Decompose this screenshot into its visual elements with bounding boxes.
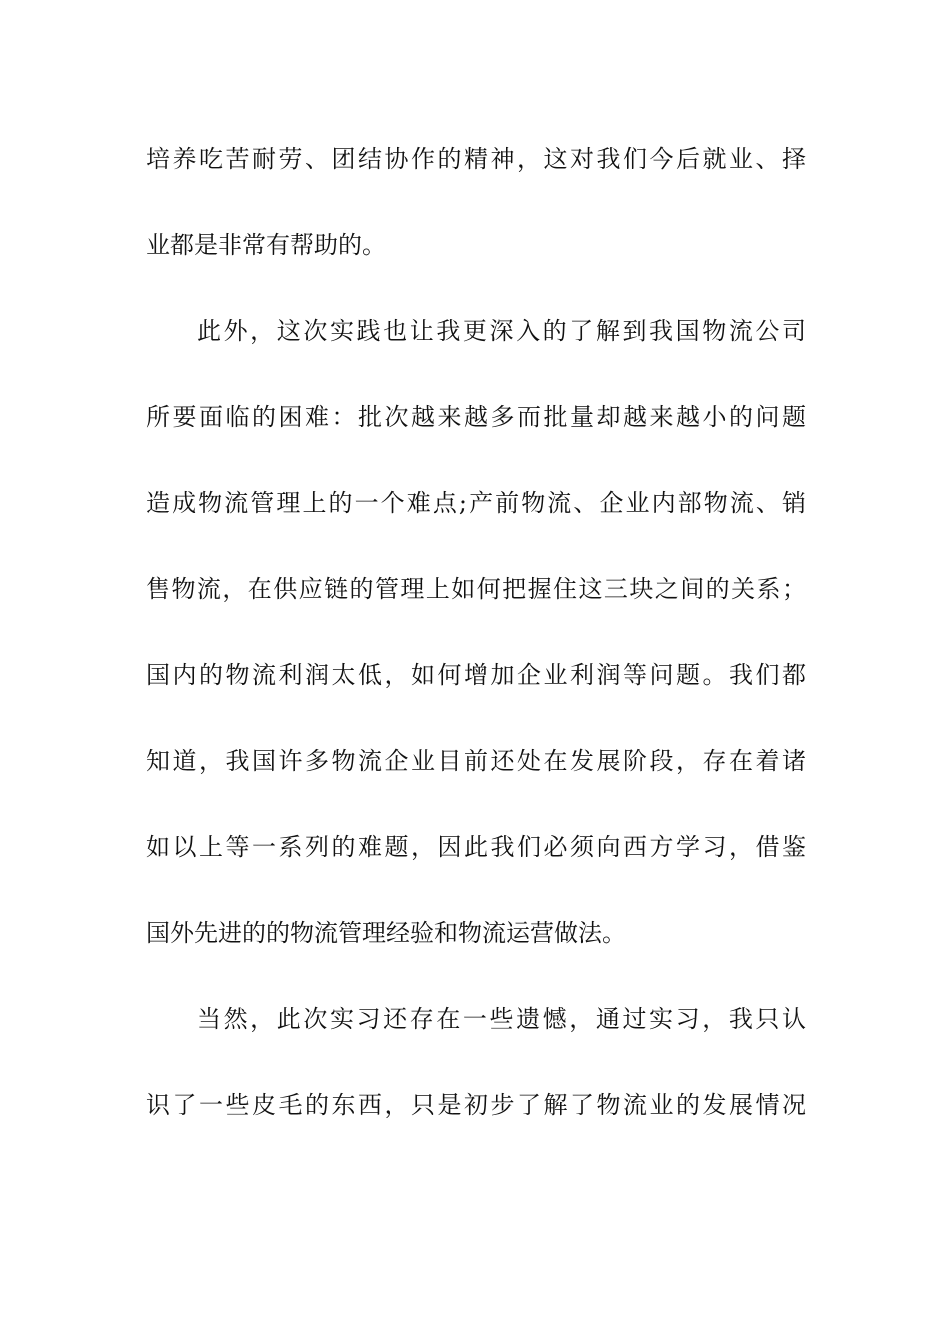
paragraph-line: 如以上等一系列的难题，因此我们必须向西方学习，借鉴 xyxy=(146,833,806,861)
paragraph-line: 当然，此次实习还存在一些遗憾，通过实习，我只认 xyxy=(197,1005,806,1033)
paragraph-line: 知道，我国许多物流企业目前还处在发展阶段，存在着诸 xyxy=(146,747,806,775)
paragraph-line: 国内的物流利润太低，如何增加企业利润等问题。我们都 xyxy=(146,661,806,689)
paragraph-line: 业都是非常有帮助的。 xyxy=(146,231,386,259)
paragraph-line: 售物流，在供应链的管理上如何把握住这三块之间的关系； xyxy=(146,575,806,603)
paragraph-line: 国外先进的的物流管理经验和物流运营做法。 xyxy=(146,919,626,947)
paragraph-line: 造成物流管理上的一个难点;产前物流、企业内部物流、销 xyxy=(146,489,806,517)
paragraph-line: 此外，这次实践也让我更深入的了解到我国物流公司 xyxy=(197,317,806,345)
paragraph-line: 识了一些皮毛的东西，只是初步了解了物流业的发展情况 xyxy=(146,1091,806,1119)
paragraph-line: 培养吃苦耐劳、团结协作的精神，这对我们今后就业、择 xyxy=(146,145,806,173)
paragraph-line: 所要面临的困难：批次越来越多而批量却越来越小的问题 xyxy=(146,403,806,431)
